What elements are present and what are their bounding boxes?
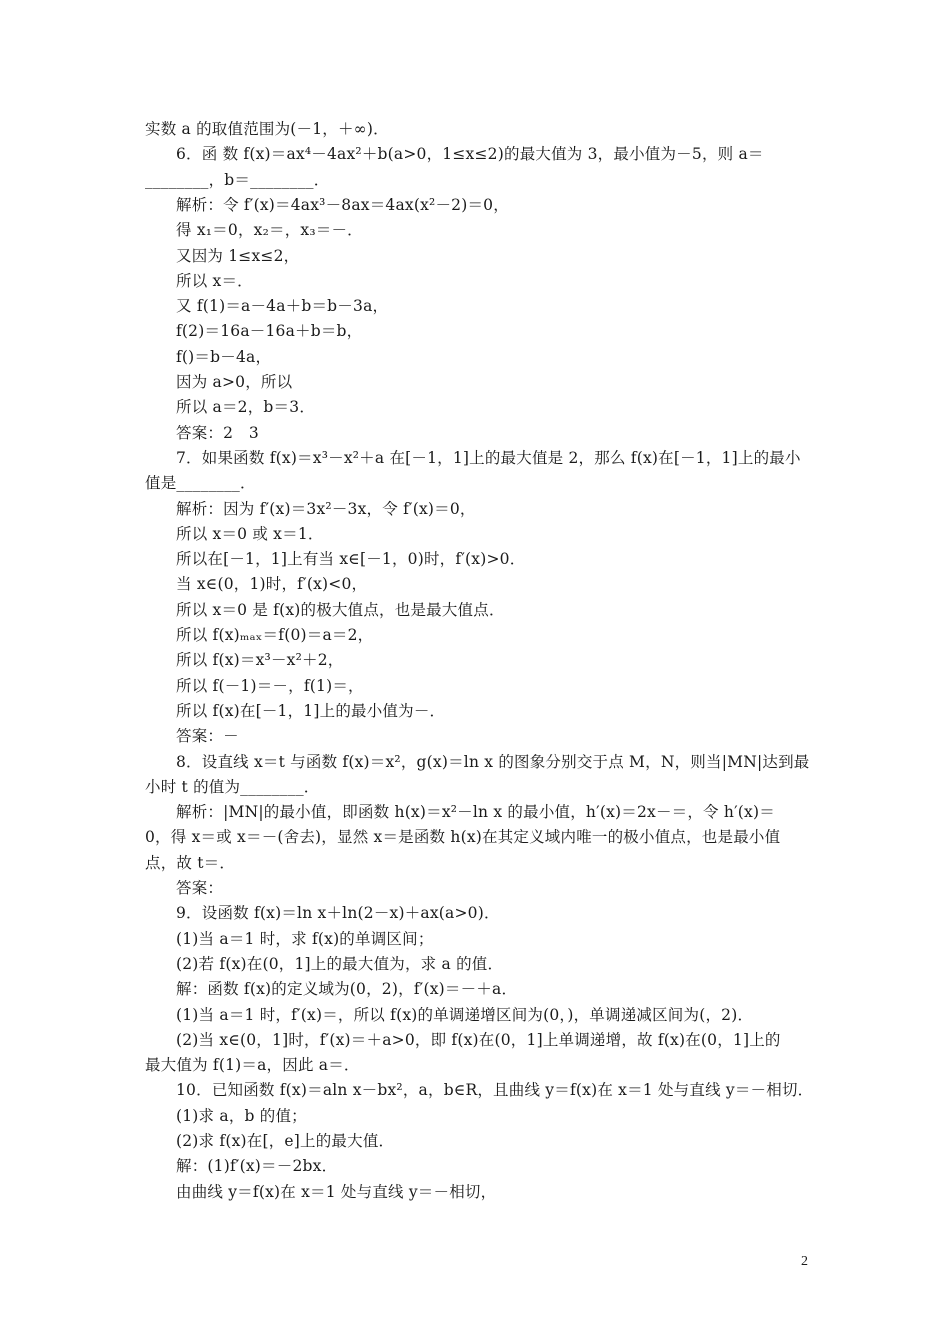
text-line: 10．已知函数 f(x)＝aln x－bx²，a，b∈R，且曲线 y＝f(x)在 x＝1 处与直线 y＝－相切． xyxy=(176,1081,814,1100)
text-line: 所以 a＝2，b＝3． xyxy=(176,398,316,417)
text-line: 值是________． xyxy=(145,474,256,493)
text-line: 所以 x＝0 是 f(x)的极大值点，也是最大值点． xyxy=(176,600,505,619)
page-number: 2 xyxy=(801,1254,808,1269)
text-line: (1)当 a＝1 时，f′(x)＝，所以 f(x)的单调递增区间为(0，)，单调递减区间为(，2)． xyxy=(176,1005,754,1024)
text-line: 所以 f(－1)＝－，f(1)＝， xyxy=(176,676,364,695)
text-line: 所以在[－1，1]上有当 x∈[－1，0)时，f′(x)>0． xyxy=(176,550,526,569)
text-line: (2)当 x∈(0，1]时，f′(x)＝＋a>0，即 f(x)在(0，1]上单调递增，故 f(x)在(0，1]上的 xyxy=(176,1030,781,1049)
text-line: 解：函数 f(x)的定义域为(0，2)，f′(x)＝－＋a． xyxy=(176,980,518,999)
text-line: 小时 t 的值为________． xyxy=(145,777,320,796)
text-line: 最大值为 f(1)＝a，因此 a＝． xyxy=(145,1056,360,1075)
text-line: 解：(1)f′(x)＝－2bx． xyxy=(176,1157,338,1176)
text-line: 实数 a 的取值范围为(－1，＋∞)． xyxy=(145,120,389,138)
text-line: f()＝b－4a， xyxy=(176,347,272,366)
text-line: 当 x∈(0，1)时，f′(x)<0， xyxy=(176,575,368,594)
text-line: 解析：|MN|的最小值，即函数 h(x)＝x²－ln x 的最小值，h′(x)＝2x－＝，令 h′(x)＝ xyxy=(176,803,775,822)
text-line: 点，故 t＝． xyxy=(145,853,236,872)
text-line: 由曲线 y＝f(x)在 x＝1 处与直线 y＝－相切， xyxy=(176,1182,497,1201)
text-line: ________，b＝________． xyxy=(145,170,330,189)
text-line: 解析：因为 f′(x)＝3x²－3x，令 f′(x)＝0， xyxy=(176,499,476,518)
text-line: 8．设直线 x＝t 与函数 f(x)＝x²，g(x)＝ln x 的图象分别交于点 M，N，则当|MN|达到最 xyxy=(176,752,810,771)
text-line: 9．设函数 f(x)＝ln x＋ln(2－x)＋ax(a>0)． xyxy=(176,904,500,923)
text-line: 所以 f(x)在[－1，1]上的最小值为－． xyxy=(176,701,446,720)
text-line: (1)当 a＝1 时，求 f(x)的单调区间； xyxy=(176,929,434,948)
text-line: 又因为 1≤x≤2， xyxy=(176,246,300,265)
text-line: 所以 x＝． xyxy=(176,271,253,290)
text-line: 因为 a>0，所以 xyxy=(176,373,293,391)
text-line: (2)求 f(x)在[，e]上的最大值． xyxy=(176,1132,395,1150)
text-line: 答案：2 3 xyxy=(176,423,259,442)
text-line: 6．函 数 f(x)＝ax⁴－4ax²＋b(a>0，1≤x≤2)的最大值为 3，最小值为－5，则 a＝ xyxy=(176,145,764,164)
text-line: 所以 x＝0 或 x＝1． xyxy=(176,524,324,543)
text-line: f(2)＝16a－16a＋b＝b， xyxy=(176,322,363,341)
text-line: (1)求 a，b 的值； xyxy=(176,1106,307,1125)
text-line: (2)若 f(x)在(0，1]上的最大值为，求 a 的值． xyxy=(176,954,504,973)
text-line: 解析：令 f′(x)＝4ax³－8ax＝4ax(x²－2)＝0， xyxy=(176,195,509,214)
text-line: 0，得 x＝或 x＝－(舍去)，显然 x＝是函数 h(x)在其定义域内唯一的极小值点，也是最小值 xyxy=(145,828,781,847)
text-line: 所以 f(x)ₘₐₓ＝f(0)＝a＝2， xyxy=(176,626,374,644)
text-line: 所以 f(x)＝x³－x²＋2， xyxy=(176,651,344,670)
text-line: 答案：－ xyxy=(176,727,239,746)
text-line: 又 f(1)＝a－4a＋b＝b－3a， xyxy=(176,297,389,316)
text-line: 得 x₁＝0，x₂＝，x₃＝－． xyxy=(176,221,363,240)
text-line: 7．如果函数 f(x)＝x³－x²＋a 在[－1，1]上的最大值是 2，那么 f(x)在[－1，1]上的最小 xyxy=(176,448,801,467)
text-line: 答案： xyxy=(176,879,224,897)
